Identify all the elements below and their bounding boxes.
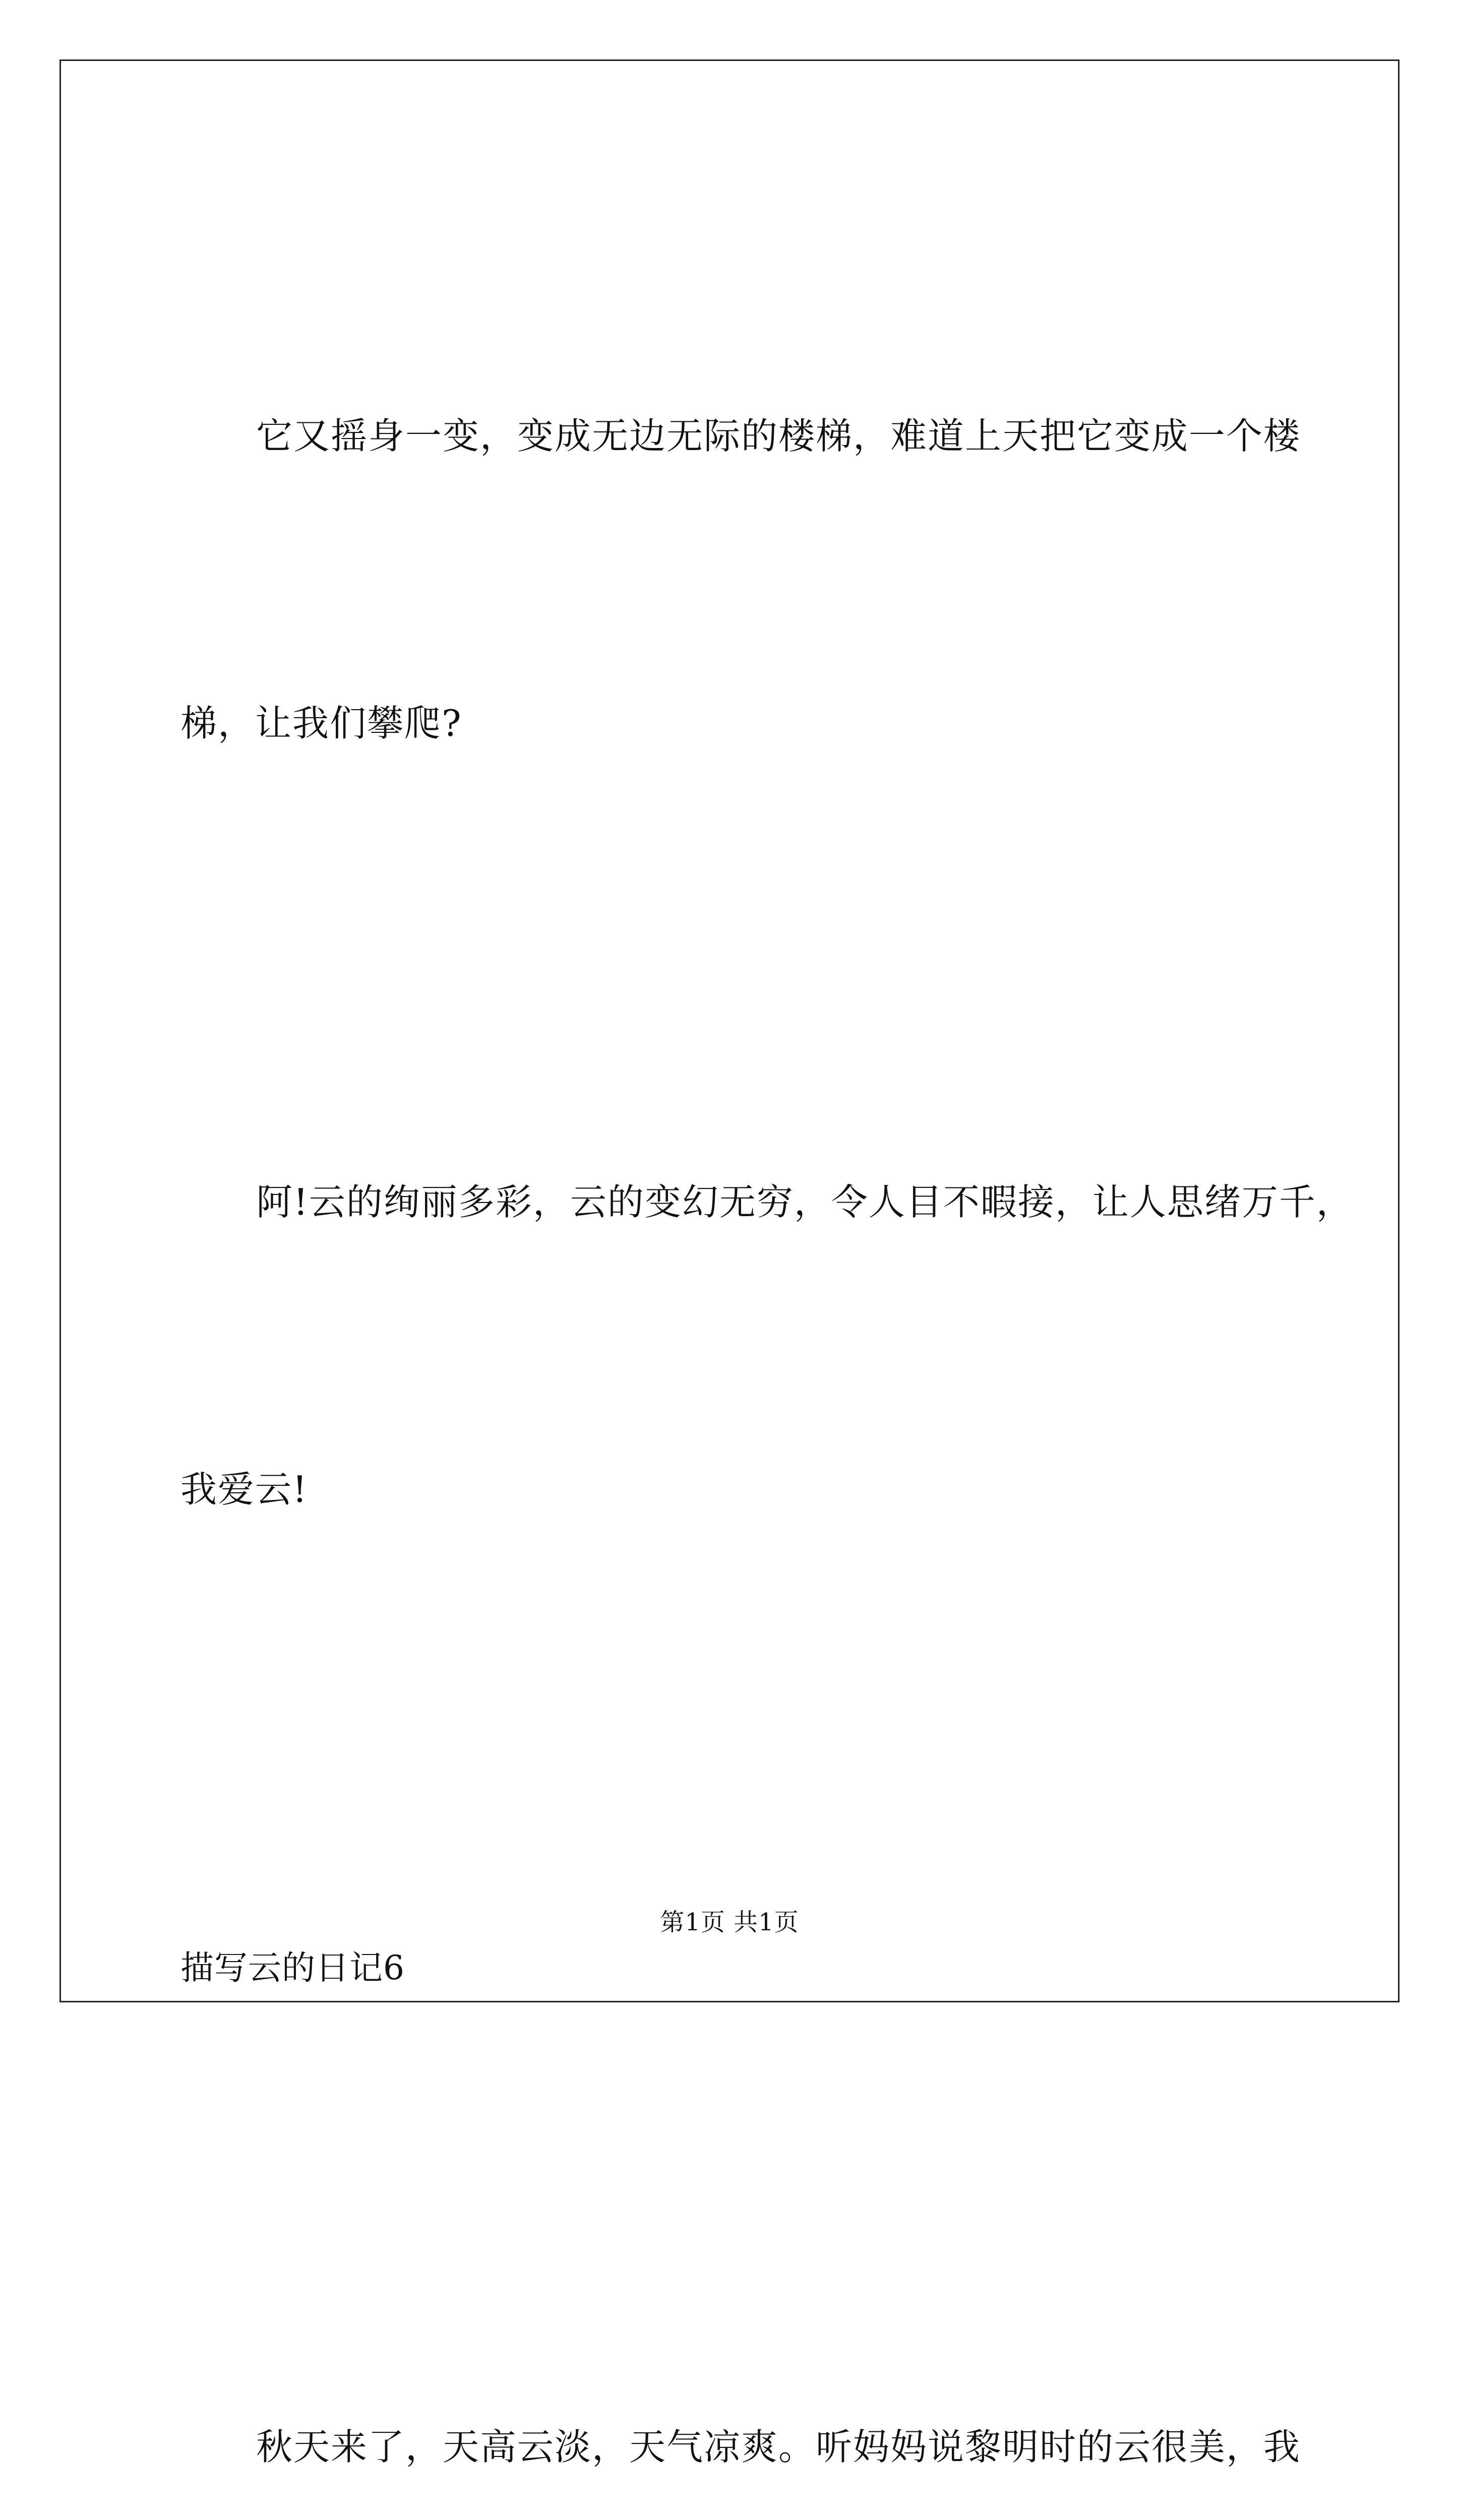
heading-text: 描写云的日记6: [180, 1948, 405, 1987]
text-line: 梯，让我们攀爬?: [180, 702, 462, 744]
paragraph-staircase: [180, 197, 1301, 963]
paragraph-autumn: [180, 2208, 1301, 2520]
document-body: [180, 197, 1354, 2520]
text-line: 秋天来了，天高云淡，天气凉爽。听妈妈说黎明时的云很美，我: [256, 2426, 1301, 2468]
paragraph-love-clouds: [180, 963, 1354, 1729]
section-heading: [180, 1729, 1290, 2208]
page-number: 第1页 共1页: [660, 1908, 799, 1936]
text-line: 它又摇身一变，变成无边无际的楼梯，难道上天把它变成一个楼: [256, 415, 1301, 457]
text-line: 阿!云的绚丽多彩，云的变幻无穷，令人目不暇接，让人思绪万千，: [256, 1181, 1354, 1223]
text-line: 我爱云!: [180, 1468, 308, 1510]
page-footer: [0, 1903, 1459, 1937]
